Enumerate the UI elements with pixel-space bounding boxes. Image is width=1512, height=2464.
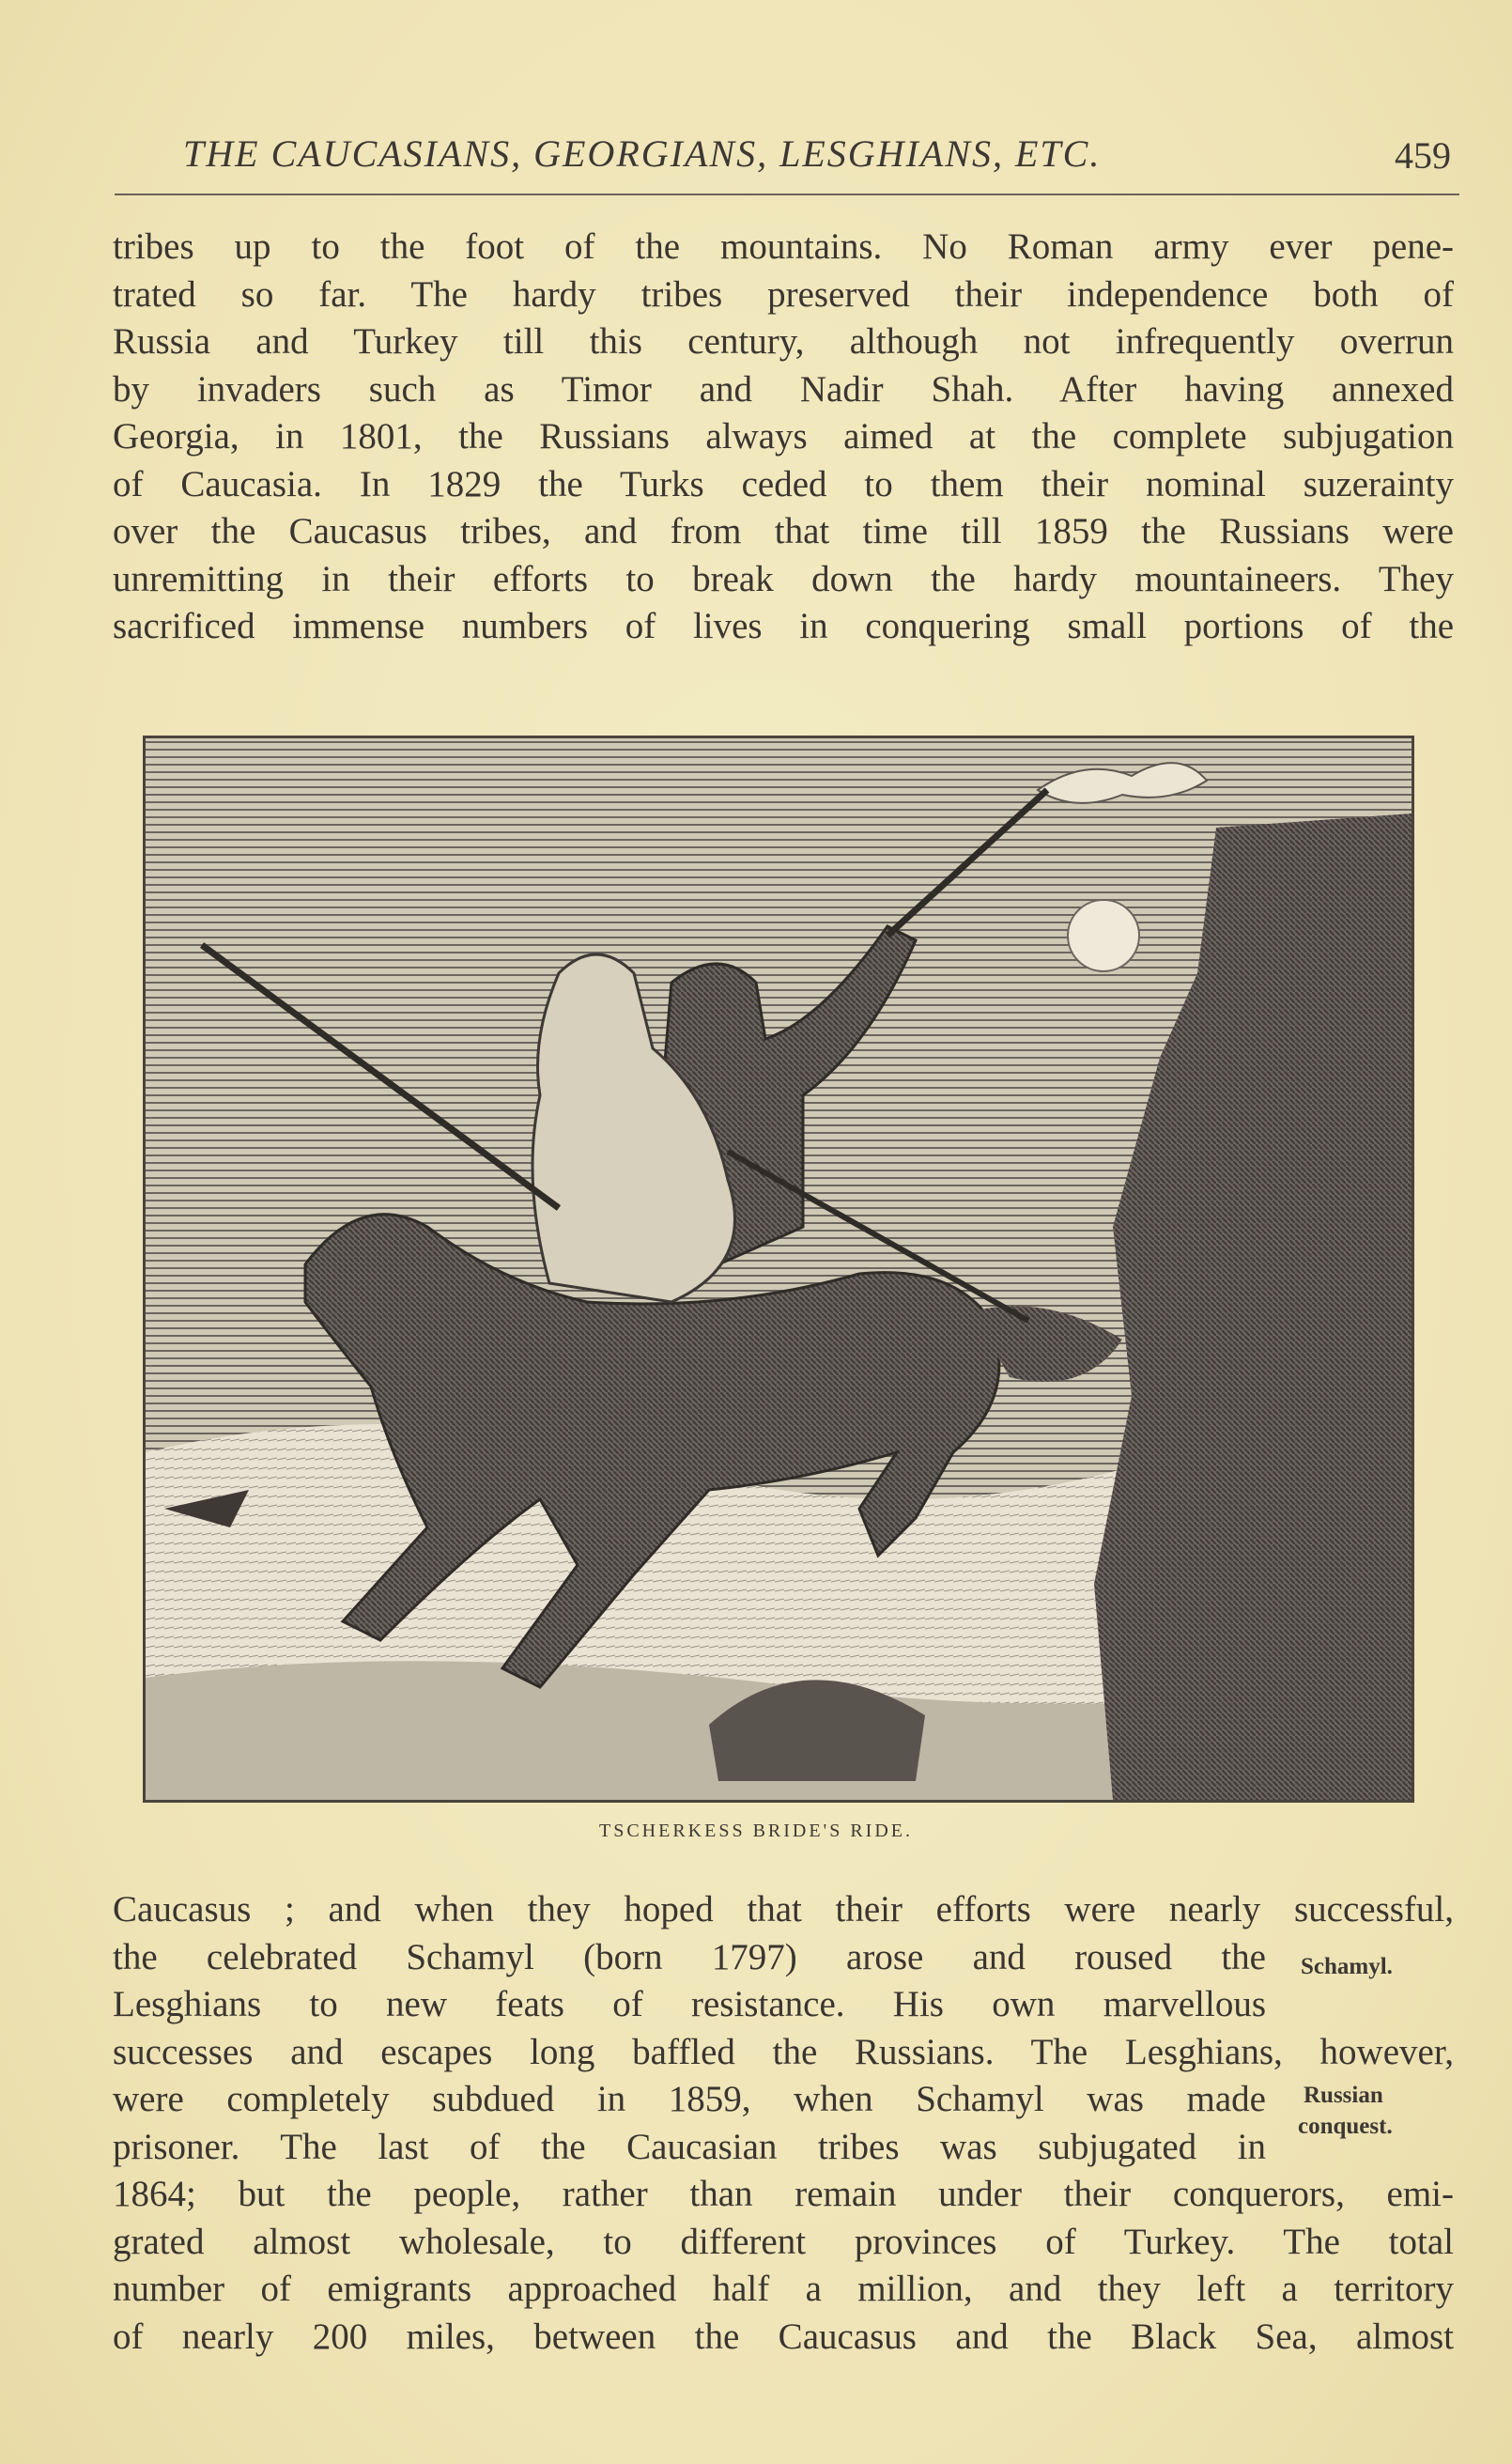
text-line: number of emigrants approached half a million, and they left a territory (113, 2269, 1454, 2309)
text-line: successes and escapes long baffled the Russians. The Lesghians, however, (113, 2031, 1454, 2072)
margin-note-conquest: conquest. (1298, 2114, 1393, 2139)
text-line: were completely subdued in 1859, when Schamyl was made (113, 2079, 1266, 2119)
text-line: trated so far. The hardy tribes preserved their independence both of (113, 273, 1454, 315)
text-line: over the Caucasus tribes, and from that time till 1859 the Russians were (113, 511, 1454, 551)
engraving-illustration (143, 736, 1414, 1803)
text-line: of Caucasia. In 1829 the Turks ceded to them their nominal suzerainty (113, 463, 1454, 504)
running-head-title: THE CAUCASIANS, GEORGIANS, LESGHIANS, ETC. (183, 132, 1102, 175)
page-number: 459 (1395, 134, 1451, 177)
text-line: prisoner. The last of the Caucasian tribes was subjugated in (113, 2126, 1266, 2167)
illustration-caption: TSCHERKESS BRIDE'S RIDE. (599, 1821, 913, 1841)
text-line: unremitting in their efforts to break down the hardy mountaineers. They (113, 558, 1454, 599)
text-line: Russia and Turkey till this century, although not infrequently overrun (113, 321, 1454, 362)
text-line: Caucasus ; and when they hoped that their efforts were nearly successful, (113, 1889, 1454, 1929)
text-line: Georgia, in 1801, the Russians always aimed at the complete subjugation (113, 416, 1454, 457)
engraving-riders-image (146, 738, 1412, 1800)
margin-note-schamyl: Schamyl. (1301, 1954, 1393, 1979)
text-line: of nearly 200 miles, between the Caucasus and the Black Sea, almost (113, 2316, 1454, 2357)
paragraph-bottom (113, 1886, 1454, 2361)
margin-note-russian: Russian (1304, 2083, 1383, 2108)
text-line: Lesghians to new feats of resistance. His own marvellous (113, 1984, 1266, 2024)
text-line: grated almost wholesale, to different provinces of Turkey. The total (113, 2221, 1454, 2262)
text-line: tribes up to the foot of the mountains. No Roman army ever pene- (113, 226, 1454, 267)
text-line: 1864; but the people, rather than remain under their conquerors, emi- (113, 2174, 1454, 2214)
paragraph-top (113, 224, 1454, 651)
text-line: the celebrated Schamyl (born 1797) arose and roused the (113, 1936, 1266, 1977)
text-line: sacrificed immense numbers of lives in conquering small portions of the (113, 606, 1454, 646)
text-line: by invaders such as Timor and Nadir Shah. After having annexed (113, 368, 1454, 410)
header-rule (115, 194, 1459, 195)
